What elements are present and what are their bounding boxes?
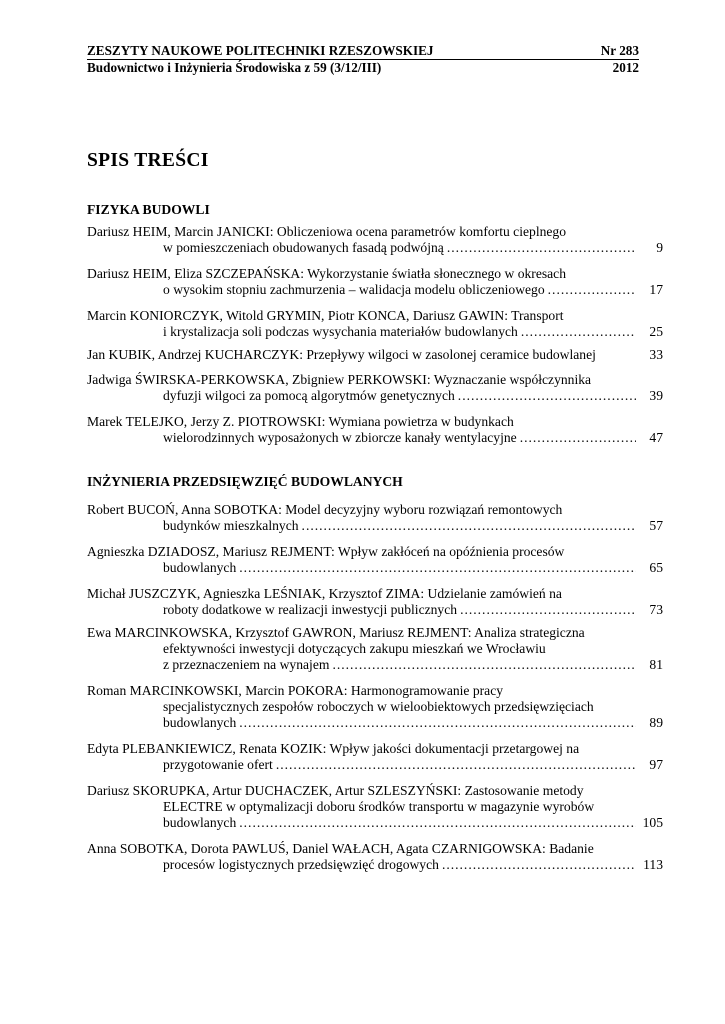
toc-entry[interactable] bbox=[87, 414, 663, 446]
dot-leader bbox=[239, 815, 636, 831]
dot-leader bbox=[460, 602, 636, 618]
toc-entry[interactable] bbox=[87, 224, 663, 256]
entry-continuation-line bbox=[87, 240, 663, 256]
entry-text: dyfuzji wilgoci za pomocą algorytmów genetycznych bbox=[163, 388, 455, 404]
toc-entry[interactable] bbox=[87, 625, 663, 674]
toc-entry[interactable] bbox=[87, 266, 663, 298]
entry-continuation-line bbox=[87, 657, 663, 673]
entry-continuation-line bbox=[87, 857, 663, 873]
entry-continuation-line bbox=[87, 602, 663, 618]
entry-continuation-line bbox=[87, 282, 663, 298]
entry-text: Edyta PLEBANKIEWICZ, Renata KOZIK: Wpływ jakości dokumentacji przetargowej na bbox=[87, 741, 580, 756]
page-number: 73 bbox=[649, 602, 663, 618]
entry-text: budynków mieszkalnych bbox=[163, 518, 299, 534]
entry-text: efektywności inwestycji dotyczących zakupu mieszkań we Wrocławiu bbox=[163, 641, 546, 657]
entry-continuation-line bbox=[87, 699, 663, 715]
dot-leader bbox=[302, 518, 636, 534]
page-number: 57 bbox=[649, 518, 663, 534]
entry-continuation-line bbox=[87, 430, 663, 446]
entry-authors-title-line bbox=[87, 347, 663, 363]
dot-leader bbox=[548, 282, 636, 298]
dot-leader bbox=[521, 324, 636, 340]
series-title: Budownictwo i Inżynieria Środowiska z 59 (3/12/III) bbox=[87, 59, 382, 75]
entry-continuation-line bbox=[87, 715, 663, 731]
toc-entry[interactable] bbox=[87, 308, 663, 340]
page-number: 81 bbox=[649, 657, 663, 673]
toc-entry[interactable] bbox=[87, 683, 663, 732]
entry-continuation-line bbox=[87, 388, 663, 404]
entry-authors-title-line bbox=[87, 544, 663, 560]
entry-text: Dariusz HEIM, Eliza SZCZEPAŃSKA: Wykorzystanie światła słonecznego w okresach bbox=[87, 266, 567, 281]
dot-leader bbox=[239, 715, 636, 731]
dot-leader bbox=[520, 430, 636, 446]
entry-text: Jan KUBIK, Andrzej KUCHARCZYK: Przepływy wilgoci w zasolonej ceramice budowlanej bbox=[87, 347, 596, 362]
page-number: 65 bbox=[649, 560, 663, 576]
entry-authors-title-line bbox=[87, 841, 663, 857]
toc-entry[interactable] bbox=[87, 741, 663, 773]
entry-authors-title-line bbox=[87, 224, 663, 240]
entry-text: Roman MARCINKOWSKI, Marcin POKORA: Harmonogramowanie pracy bbox=[87, 683, 504, 698]
toc-entry[interactable] bbox=[87, 502, 663, 534]
header-row-journal bbox=[87, 43, 639, 60]
entry-text: budowlanych bbox=[163, 560, 237, 576]
toc-entry[interactable] bbox=[87, 372, 663, 404]
entry-authors-title-line bbox=[87, 586, 663, 602]
page-number: 89 bbox=[649, 715, 663, 731]
entry-text: specjalistycznych zespołów roboczych w wieloobiektowych przedsięwzięciach bbox=[163, 699, 594, 715]
page-number: 17 bbox=[649, 282, 663, 298]
entry-continuation-line bbox=[87, 518, 663, 534]
dot-leader bbox=[239, 560, 636, 576]
dot-leader bbox=[458, 388, 636, 404]
page-number: 25 bbox=[649, 324, 663, 340]
publication-year: 2012 bbox=[612, 59, 639, 75]
section-heading: INŻYNIERIA PRZEDSIĘWZIĘĆ BUDOWLANYCH bbox=[87, 474, 403, 489]
entry-authors-title-line bbox=[87, 783, 663, 799]
toc-entry[interactable] bbox=[87, 347, 663, 363]
entry-authors-title-line bbox=[87, 308, 663, 324]
entry-continuation-line bbox=[87, 641, 663, 657]
entry-continuation-line bbox=[87, 560, 663, 576]
page-header bbox=[87, 43, 639, 75]
entry-continuation-line bbox=[87, 815, 663, 831]
entry-text: w pomieszczeniach obudowanych fasadą podwójną bbox=[163, 240, 444, 256]
page-number: 97 bbox=[649, 757, 663, 773]
page-number: 9 bbox=[656, 240, 663, 256]
header-row-series bbox=[87, 60, 639, 76]
entry-continuation-line bbox=[87, 324, 663, 340]
entry-text: Dariusz HEIM, Marcin JANICKI: Obliczeniowa ocena parametrów komfortu cieplnego bbox=[87, 224, 567, 239]
dot-leader bbox=[442, 857, 636, 873]
toc-entry[interactable] bbox=[87, 544, 663, 576]
entry-text: wielorodzinnych wyposażonych w zbiorcze kanały wentylacyjne bbox=[163, 430, 517, 446]
entry-text: Marek TELEJKO, Jerzy Z. PIOTROWSKI: Wymiana powietrza w budynkach bbox=[87, 414, 514, 429]
entry-authors-title-line bbox=[87, 414, 663, 430]
toc-entry[interactable] bbox=[87, 841, 663, 873]
toc-entry[interactable] bbox=[87, 586, 663, 618]
entry-text: Dariusz SKORUPKA, Artur DUCHACZEK, Artur SZLESZYŃSKI: Zastosowanie metody bbox=[87, 783, 584, 798]
entry-text: Robert BUCOŃ, Anna SOBOTKA: Model decyzyjny wyboru rozwiązań remontowych bbox=[87, 502, 563, 517]
entry-text: z przeznaczeniem na wynajem bbox=[163, 657, 330, 673]
entry-continuation-line bbox=[87, 799, 663, 815]
entry-text: i krystalizacja soli podczas wysychania materiałów budowlanych bbox=[163, 324, 518, 340]
entry-authors-title-line bbox=[87, 266, 663, 282]
dot-leader bbox=[276, 757, 636, 773]
entry-text: Anna SOBOTKA, Dorota PAWLUŚ, Daniel WAŁACH, Agata CZARNIGOWSKA: Badanie bbox=[87, 841, 594, 856]
entry-text: Ewa MARCINKOWSKA, Krzysztof GAWRON, Mariusz REJMENT: Analiza strategiczna bbox=[87, 625, 585, 640]
page-number: 47 bbox=[649, 430, 663, 446]
entry-authors-title-line bbox=[87, 625, 663, 641]
journal-number: Nr 283 bbox=[600, 43, 639, 58]
entry-text: Michał JUSZCZYK, Agnieszka LEŚNIAK, Krzysztof ZIMA: Udzielanie zamówień na bbox=[87, 586, 562, 601]
toc-title: SPIS TREŚCI bbox=[87, 150, 209, 171]
page-number: 113 bbox=[643, 857, 663, 873]
journal-title: ZESZYTY NAUKOWE POLITECHNIKI RZESZOWSKIEJ bbox=[87, 43, 434, 58]
dot-leader bbox=[447, 240, 636, 256]
entry-text: o wysokim stopniu zachmurzenia – walidacja modelu obliczeniowego bbox=[163, 282, 545, 298]
entry-text: budowlanych bbox=[163, 815, 237, 831]
entry-text: Marcin KONIORCZYK, Witold GRYMIN, Piotr KONCA, Dariusz GAWIN: Transport bbox=[87, 308, 564, 323]
entry-authors-title-line bbox=[87, 741, 663, 757]
entry-text: ELECTRE w optymalizacji doboru środków transportu w magazynie wyrobów bbox=[163, 799, 595, 815]
section-heading: FIZYKA BUDOWLI bbox=[87, 202, 210, 217]
entry-text: procesów logistycznych przedsięwzięć drogowych bbox=[163, 857, 439, 873]
entry-text: przygotowanie ofert bbox=[163, 757, 273, 773]
entry-authors-title-line bbox=[87, 502, 663, 518]
entry-authors-title-line bbox=[87, 372, 663, 388]
entry-authors-title-line bbox=[87, 683, 663, 699]
page-number: 33 bbox=[649, 347, 663, 362]
entry-text: Agnieszka DZIADOSZ, Mariusz REJMENT: Wpływ zakłóceń na opóźnienia procesów bbox=[87, 544, 565, 559]
entry-continuation-line bbox=[87, 757, 663, 773]
page-number: 39 bbox=[649, 388, 663, 404]
dot-leader bbox=[332, 657, 636, 673]
page-number: 105 bbox=[642, 815, 663, 831]
entry-text: budowlanych bbox=[163, 715, 237, 731]
entry-text: Jadwiga ŚWIRSKA-PERKOWSKA, Zbigniew PERKOWSKI: Wyznaczanie współczynnika bbox=[87, 372, 592, 387]
toc-entry[interactable] bbox=[87, 783, 663, 832]
entry-text: roboty dodatkowe w realizacji inwestycji publicznych bbox=[163, 602, 458, 618]
